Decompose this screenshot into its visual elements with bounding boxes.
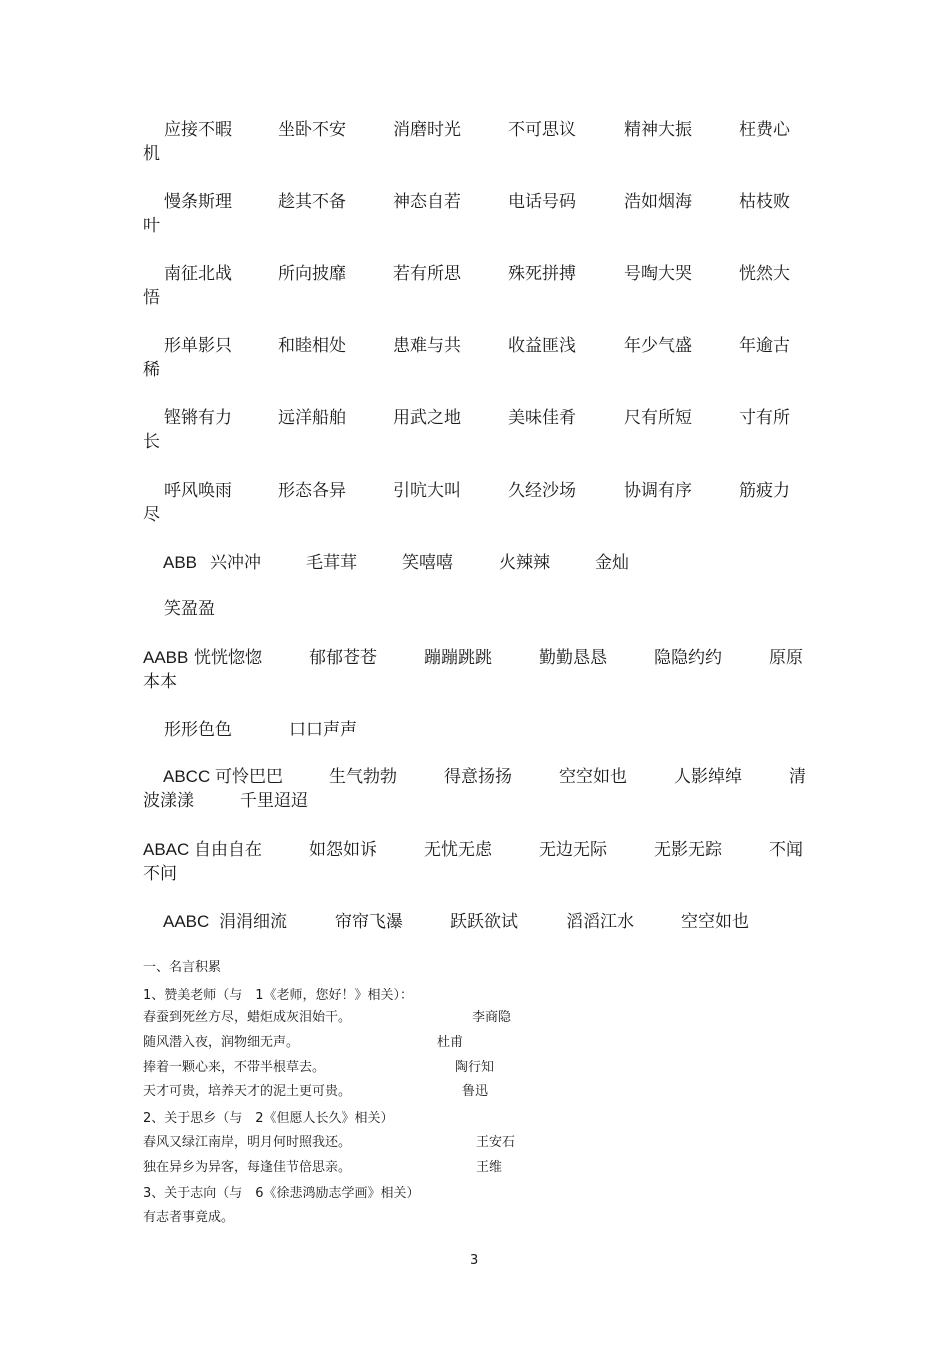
quote-section-title: 3、关于志向（与 6《徐悲鸿励志学画》相关） [143,1186,420,1201]
idiom: 不可思议 [508,120,576,140]
idiom: 空空如也 [681,912,749,932]
quote-text: 独在异乡为异客，每逢佳节倍思亲。 [143,1160,352,1175]
idiom: 千里迢迢 [240,791,308,811]
idiom: 不闻 [769,840,803,860]
pattern-label: ABB [163,553,198,572]
idiom: 年少气盛 [624,336,692,356]
abb-row [143,551,823,575]
pattern-label: ABCC [163,767,211,786]
idiom: 原原 [769,648,803,668]
idiom: 无边无际 [539,840,607,860]
idiom: 久经沙场 [508,481,576,501]
idiom: 美味佳肴 [508,408,576,428]
idiom-wrap: 长 [143,432,160,452]
quote-section-title: 2、关于思乡（与 2《但愿人长久》相关） [143,1111,394,1126]
idiom: 无影无踪 [654,840,722,860]
idiom: 神态自若 [393,192,461,212]
idiom: 形形色色 [164,720,232,740]
quote-text: 有志者事竟成。 [143,1210,235,1225]
idiom-wrap: 悟 [143,288,160,308]
idiom: 远洋船舶 [278,408,346,428]
aabc-row [143,910,823,934]
idiom: 枉费心 [739,120,790,140]
aabb-continued [143,718,823,742]
idiom-wrap: 本本 [143,672,177,692]
quote-author: 鲁迅 [462,1084,489,1099]
idiom: 筋疲力 [739,481,790,501]
idiom: 所向披靡 [278,264,346,284]
idiom: 生气勃勃 [329,767,397,787]
idiom-wrap: 不问 [143,864,177,884]
idiom: 自由自在 [194,840,262,860]
quote-text: 天才可贵，培养天才的泥土更可贵。 [143,1084,352,1099]
idiom: 尺有所短 [624,408,692,428]
idiom-row-1 [143,118,823,166]
idiom-row-5 [143,406,823,454]
idiom: 趁其不备 [278,192,346,212]
idiom: 形单影只 [164,336,232,356]
idiom: 号啕大哭 [624,264,692,284]
idiom-wrap: 波漾漾 [143,791,194,811]
idiom: 兴冲冲 [210,553,261,573]
idiom: 蹦蹦跳跳 [424,648,492,668]
idiom-wrap: 稀 [143,360,160,380]
quote-author: 陶行知 [455,1060,495,1075]
idiom: 口口声声 [289,720,357,740]
idiom: 殊死拼搏 [508,264,576,284]
idiom: 帘帘飞瀑 [335,912,403,932]
idiom: 清 [789,767,806,787]
idiom-wrap: 机 [143,144,160,164]
quote-text: 捧着一颗心来，不带半根草去。 [143,1060,326,1075]
idiom: 坐卧不安 [278,120,346,140]
quote-section-title: 1、赞美老师（与 1《老师，您好！》相关）： [143,988,414,1003]
idiom-wrap: 尽 [143,505,160,525]
idiom-row-3 [143,262,823,310]
quote-author: 李商隐 [472,1010,512,1025]
idiom: 引吭大叫 [393,481,461,501]
idiom: 浩如烟海 [624,192,692,212]
idiom: 用武之地 [393,408,461,428]
idiom: 枯枝败 [739,192,790,212]
idiom: 恍然大 [739,264,790,284]
quote-author: 杜甫 [437,1035,464,1050]
idiom: 形态各异 [278,481,346,501]
quote-author: 王维 [476,1160,503,1175]
idiom: 铿锵有力 [164,408,232,428]
quote-text: 春风又绿江南岸，明月何时照我还。 [143,1135,352,1150]
idiom: 患难与共 [393,336,461,356]
idiom: 郁郁苍苍 [309,648,377,668]
idiom: 电话号码 [508,192,576,212]
idiom: 笑嘻嘻 [402,553,453,573]
idiom: 跃跃欲试 [450,912,518,932]
idiom: 应接不暇 [164,120,232,140]
idiom: 年逾古 [739,336,790,356]
page-number: 3 [470,1253,479,1268]
idiom: 寸有所 [739,408,790,428]
idiom: 滔滔江水 [566,912,634,932]
abb-continued: 笑盈盈 [164,599,215,619]
quote-text: 春蚕到死丝方尽，蜡炬成灰泪始干。 [143,1010,352,1025]
idiom: 慢条斯理 [164,192,232,212]
idiom: 若有所思 [393,264,461,284]
idiom-wrap: 叶 [143,216,160,236]
quote-author: 王安石 [476,1135,516,1150]
idiom: 消磨时光 [393,120,461,140]
idiom: 精神大振 [624,120,692,140]
abac-row [143,838,823,886]
idiom: 如怨如诉 [309,840,377,860]
idiom: 空空如也 [559,767,627,787]
idiom: 得意扬扬 [444,767,512,787]
idiom: 火辣辣 [499,553,550,573]
idiom: 涓涓细流 [219,912,287,932]
pattern-label: AABC [163,912,210,931]
idiom: 勤勤恳恳 [539,648,607,668]
idiom: 无忧无虑 [424,840,492,860]
idiom: 恍恍惚惚 [194,648,262,668]
idiom: 和睦相处 [278,336,346,356]
idiom: 隐隐约约 [654,648,722,668]
pattern-label: AABB [143,648,189,667]
abcc-row [143,765,823,813]
idiom-row-2 [143,190,823,238]
idiom: 收益匪浅 [508,336,576,356]
idiom: 呼风唤雨 [164,481,232,501]
idiom-row-6 [143,479,823,527]
idiom: 可怜巴巴 [215,767,283,787]
idiom: 毛茸茸 [306,553,357,573]
idiom: 协调有序 [624,481,692,501]
idiom: 金灿 [595,553,629,573]
idiom: 南征北战 [164,264,232,284]
section-heading: 一、名言积累 [143,960,222,975]
idiom: 人影绰绰 [674,767,742,787]
aabb-row [143,646,823,694]
idiom-row-4 [143,334,823,382]
quote-text: 随风潜入夜，润物细无声。 [143,1035,300,1050]
pattern-label: ABAC [143,840,190,859]
